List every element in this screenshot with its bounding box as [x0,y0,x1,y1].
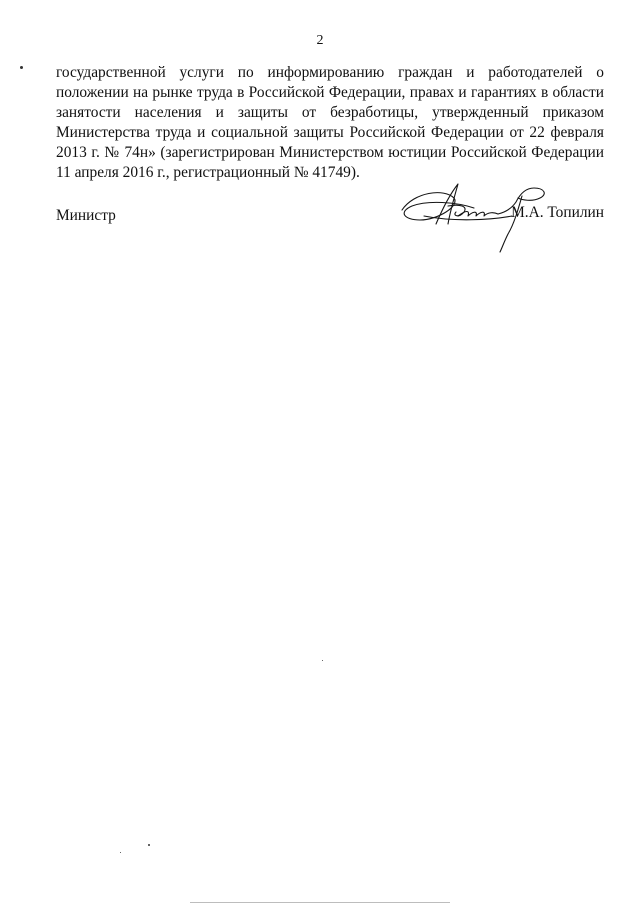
page-number: 2 [316,33,324,48]
position-title: Министр [56,207,116,224]
scan-edge-line [190,902,450,903]
signature-block [56,198,604,258]
scan-speck [322,660,323,661]
scan-speck [148,844,150,846]
body-paragraph: государственной услуги по информированию граждан и работодателей о положении на рынке труда в Российской Федерации, правах и гарантиях в области занятости населения и защиты от безработицы, утвержденный приказом Министерства труда и социальной защиты Российской Федерации от 22 февраля 2013 г. № 74н» (зарегистрирован Министерством юстиции Российской Федерации 11 апреля 2016 г., регистрационный № 41749). [56,64,604,181]
scan-speck [120,852,121,853]
scan-speck [20,66,23,69]
signer-name: М.А. Топилин [511,204,604,221]
